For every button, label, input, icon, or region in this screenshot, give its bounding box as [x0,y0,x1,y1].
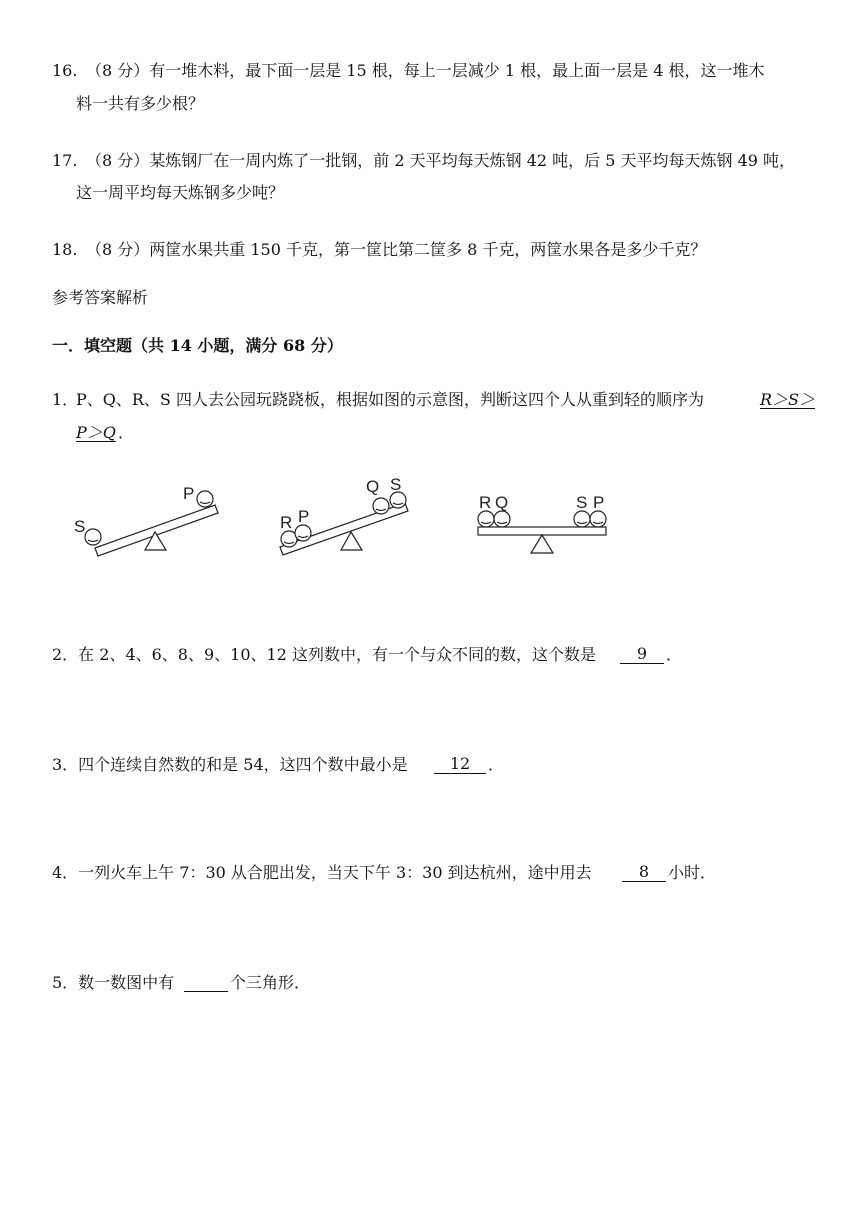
person-circle [197,491,213,507]
person-circle [85,529,101,545]
answer-text: 3．四个连续自然数的和是 54，这四个数中最小是 [52,755,408,774]
answer-end: 小时． [668,863,717,882]
answer-end: ． [488,755,505,774]
seesaw-label: P [183,484,195,503]
answer-fill: P＞Q [76,423,116,442]
seesaw-diagram-1 [85,491,218,556]
answer-end: 个三角形． [230,973,311,992]
answer-text: 2．在 2、4、6、8、9、10、12 这列数中，有一个与众不同的数，这个数是 [52,645,596,664]
question-text: 料一共有多少根？ [76,94,205,113]
answer-blank: 8 [622,863,666,882]
question-text: （8 分）有一堆木料，最下面一层是 15 根，每上一层减少 1 根，最上面一层是 4 根，这一堆木 [86,61,765,80]
seesaw-diagram-3 [478,511,606,553]
seesaw-label: S [74,517,86,536]
section-heading: 一．填空题（共 14 小题，满分 68 分） [52,336,343,355]
question-text: （8 分）两筐水果共重 150 千克，第一筐比第二筐多 8 千克，两筐水果各是多少千克？ [86,240,707,259]
seesaw-figure [0,470,868,570]
answer-number: 1． [52,390,79,409]
answers-heading: 参考答案解析 [52,288,149,307]
answer-text: 4．一列火车上午 7：30 从合肥出发，当天下午 3：30 到达杭州，途中用去 [52,863,592,882]
seesaw-label: Q [366,477,380,496]
answer-blank: 12 [434,755,486,774]
answer-end: ． [118,423,135,442]
question-text: （8 分）某炼钢厂在一周内炼了一批钢，前 2 天平均每天炼钢 42 吨，后 5 天平均每天炼钢 49 吨， [86,151,796,170]
seesaw-label: R [479,493,492,512]
question-number: 16. [52,61,78,80]
answer-text: 5．数一数图中有 [52,973,175,992]
answer-blank: 9 [620,645,664,664]
seesaw-label: Q [495,493,509,512]
answer-blank [184,973,228,992]
answer-fill: R＞S＞ [760,390,816,409]
answer-text: P、Q、R、S 四人去公园玩跷跷板，根据如图的示意图，判断这四个人从重到轻的顺序为 [76,390,704,409]
seesaw-label: S [576,493,588,512]
answer-end: ． [666,645,683,664]
question-number: 17. [52,151,78,170]
seesaw-label: P [298,507,310,526]
seesaw-label: S [390,475,402,494]
seesaw-label: R [280,513,293,532]
question-text: 这一周平均每天炼钢多少吨？ [76,183,285,202]
question-number: 18. [52,240,78,259]
seesaw-label: P [593,493,605,512]
